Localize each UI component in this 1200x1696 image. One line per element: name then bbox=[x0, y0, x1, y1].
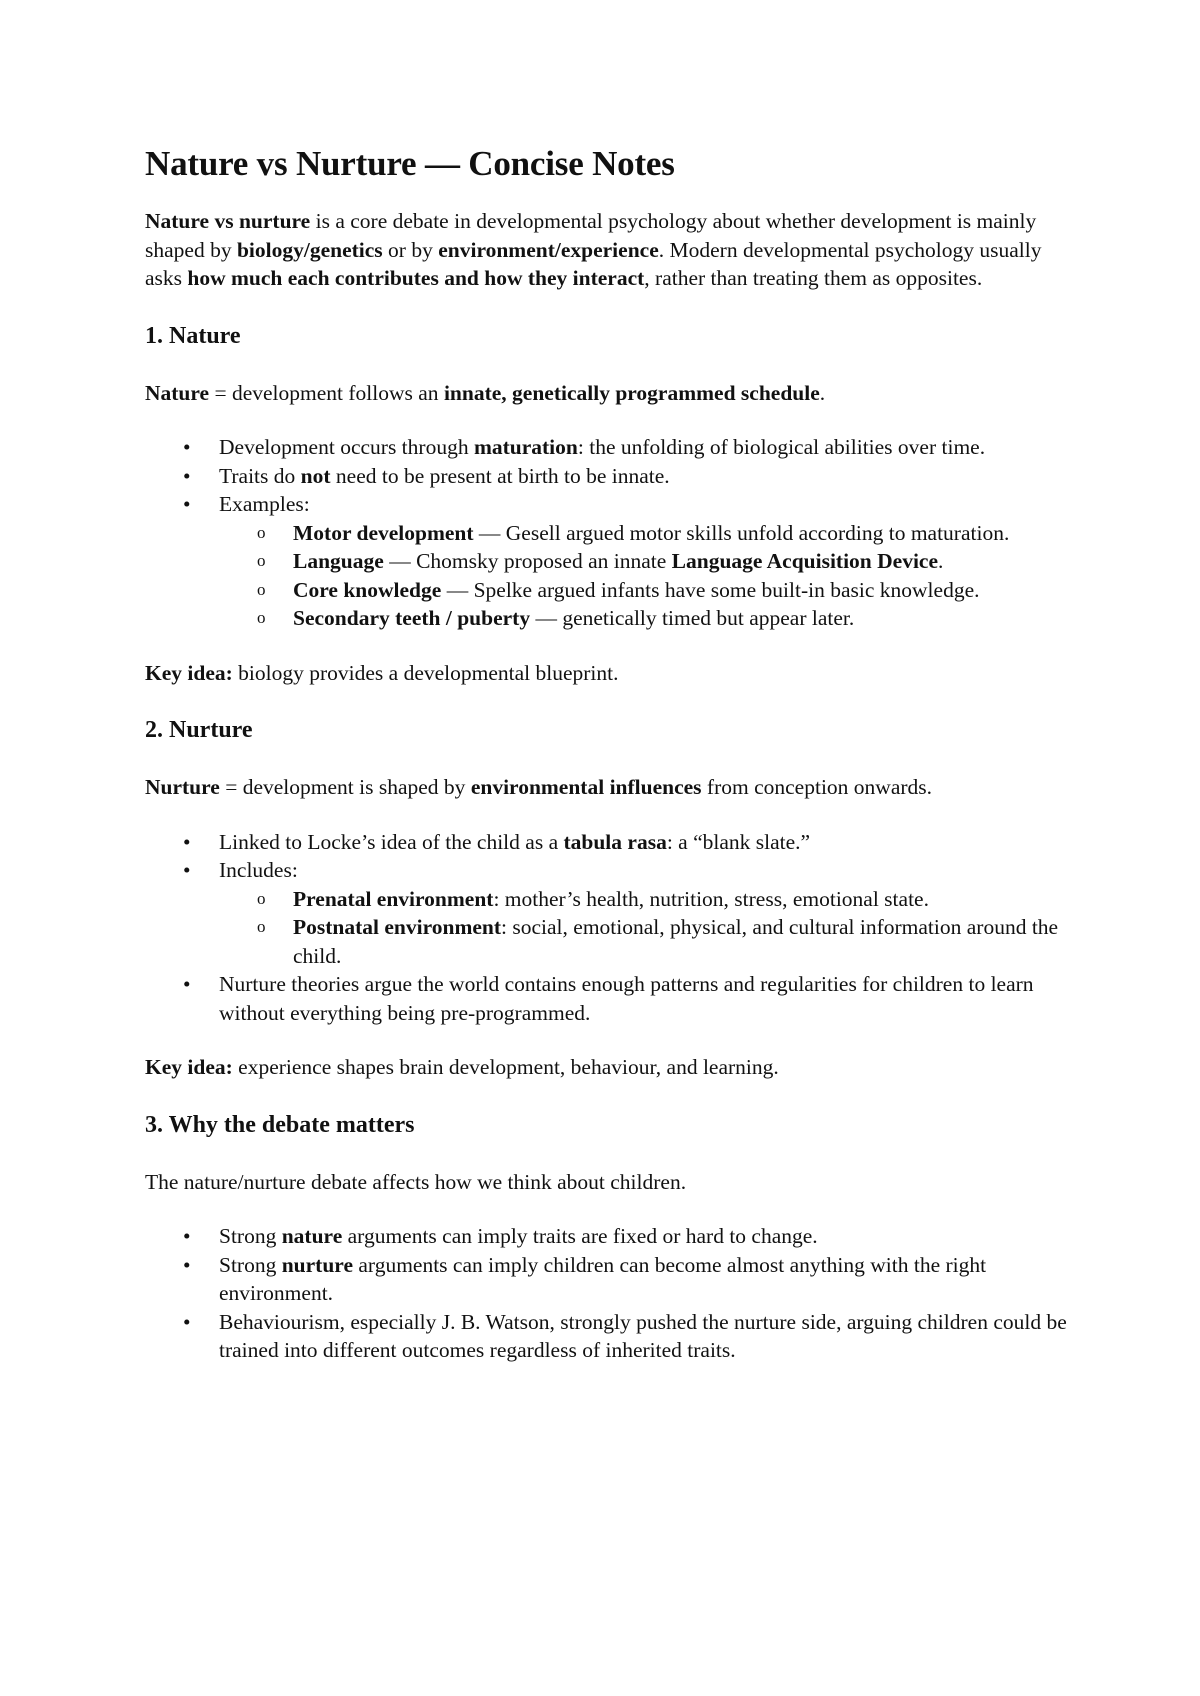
bold-text: Language bbox=[293, 549, 384, 573]
circle-bullet-icon: o bbox=[257, 608, 266, 627]
sub-list bbox=[219, 885, 1070, 971]
bullet-icon: • bbox=[183, 435, 191, 459]
bold-text: maturation bbox=[473, 435, 578, 459]
bold-text: nurture bbox=[281, 1252, 353, 1277]
list-item-text: Behaviourism, especially J. B. Watson, strongly pushed the nurture side, arguing children could be trained into different outcomes regardless of inherited traits. bbox=[219, 1309, 1067, 1362]
circle-bullet-icon: o bbox=[257, 522, 266, 542]
section-heading: 3. Why the debate matters bbox=[145, 1111, 415, 1138]
bullet-icon: • bbox=[183, 492, 191, 516]
circle-bullet-icon: o bbox=[257, 551, 266, 570]
sub-list-item-text: Language — Chomsky proposed an innate Language Acquisition Device. bbox=[293, 549, 944, 573]
bold-text: Prenatal environment bbox=[293, 886, 494, 911]
sub-list-item bbox=[219, 913, 1070, 970]
bold-text: innate, genetically programmed schedule bbox=[443, 380, 820, 405]
sub-list-item bbox=[219, 519, 1070, 548]
bold-text: tabula rasa bbox=[563, 829, 667, 854]
bold-text: Nature bbox=[145, 380, 210, 405]
circle-bullet-icon: o bbox=[257, 917, 266, 936]
bold-text: Motor development bbox=[293, 520, 474, 545]
circle-bullet-icon: o bbox=[257, 579, 266, 599]
bullet-icon: • bbox=[183, 463, 191, 488]
list-item-text: Strong nurture arguments can imply children can become almost anything with the right environment. bbox=[219, 1252, 987, 1305]
sub-list-item-text: Motor development — Gesell argued motor skills unfold according to maturation. bbox=[293, 520, 1010, 545]
page-title: Nature vs Nurture — Concise Notes bbox=[145, 144, 675, 183]
list-item-text: Strong nature arguments can imply traits are fixed or hard to change. bbox=[219, 1224, 818, 1248]
list-item-text: Linked to Locke’s idea of the child as a tabula rasa: a “blank slate.” bbox=[219, 829, 811, 854]
bullet-icon: • bbox=[183, 829, 191, 854]
bold-text: biology/genetics bbox=[236, 237, 383, 262]
list-item bbox=[145, 856, 1070, 970]
list-item bbox=[145, 1308, 1070, 1365]
bold-text: how much each contributes and how they interact bbox=[187, 266, 645, 290]
key-idea: Key idea: biology provides a developmental blueprint. bbox=[145, 660, 619, 685]
sub-list-item-text: Prenatal environment: mother’s health, nutrition, stress, emotional state. bbox=[293, 886, 929, 911]
bold-text: Key idea: bbox=[145, 1055, 233, 1079]
list-item bbox=[145, 1251, 1070, 1308]
sub-list-item bbox=[219, 547, 1070, 576]
bold-text: Core knowledge bbox=[293, 577, 442, 602]
intro-paragraph: Nature vs nurture is a core debate in developmental psychology about whether development is mainly shaped by biology/genetics or by environment/experience. Modern developmental psychology usually asks how much each contributes and how they interact, rather than treating them as opposites. bbox=[145, 209, 1042, 290]
bold-text: Postnatal environment bbox=[293, 915, 502, 939]
section-heading: 1. Nature bbox=[145, 322, 241, 349]
section-heading: 2. Nurture bbox=[145, 717, 253, 743]
bullet-icon: • bbox=[183, 1252, 191, 1277]
list-item-text: Nurture theories argue the world contains enough patterns and regularities for children to learn without everything being pre-programmed. bbox=[219, 972, 1034, 1025]
section-lead: Nurture = development is shaped by environmental influences from conception onwards. bbox=[145, 775, 933, 799]
circle-bullet-icon: o bbox=[257, 888, 266, 908]
bullet-icon: • bbox=[183, 1224, 191, 1248]
sub-list bbox=[219, 519, 1070, 633]
list-item bbox=[145, 462, 1070, 491]
bold-text: Language Acquisition Device bbox=[671, 549, 939, 573]
bold-text: Secondary teeth / puberty bbox=[293, 606, 531, 630]
list-item bbox=[145, 828, 1070, 857]
list-item-text: Includes: bbox=[219, 858, 298, 882]
sub-list-item-text: Postnatal environment: social, emotional, physical, and cultural information around the child. bbox=[293, 915, 1059, 968]
bold-text: Nurture bbox=[145, 775, 220, 799]
bold-text: nature bbox=[281, 1224, 343, 1248]
sub-list-item bbox=[219, 604, 1070, 633]
bullet-icon: • bbox=[183, 972, 191, 996]
list-item bbox=[145, 490, 1070, 633]
list-item bbox=[145, 970, 1070, 1027]
list-item-text: Examples: bbox=[219, 492, 310, 516]
bullet-list bbox=[145, 433, 1070, 633]
list-item bbox=[145, 433, 1070, 462]
list-item-text: Development occurs through maturation: the unfolding of biological abilities over time. bbox=[219, 435, 986, 459]
bullet-list bbox=[145, 828, 1070, 1028]
sub-list-item-text: Secondary teeth / puberty — genetically timed but appear later. bbox=[293, 606, 855, 630]
sub-list-item bbox=[219, 885, 1070, 914]
key-idea: Key idea: experience shapes brain development, behaviour, and learning. bbox=[145, 1055, 779, 1079]
list-item bbox=[145, 1222, 1070, 1251]
sub-list-item bbox=[219, 576, 1070, 605]
bold-text: Nature vs nurture bbox=[145, 209, 311, 233]
section-lead: The nature/nurture debate affects how we think about children. bbox=[145, 1169, 687, 1194]
sections-container bbox=[145, 321, 1070, 1365]
bullet-icon: • bbox=[183, 858, 191, 882]
bold-text: Key idea: bbox=[145, 660, 233, 685]
section-lead: Nature = development follows an innate, genetically programmed schedule. bbox=[145, 380, 826, 405]
sub-list-item-text: Core knowledge — Spelke argued infants have some built-in basic knowledge. bbox=[293, 577, 980, 602]
bold-text: environmental influences bbox=[470, 775, 702, 799]
bullet-icon: • bbox=[183, 1309, 191, 1334]
list-item-text: Traits do not need to be present at birth to be innate. bbox=[219, 463, 670, 488]
bullet-list bbox=[145, 1222, 1070, 1365]
bold-text: not bbox=[300, 463, 331, 488]
bold-text: environment/experience bbox=[438, 237, 659, 262]
